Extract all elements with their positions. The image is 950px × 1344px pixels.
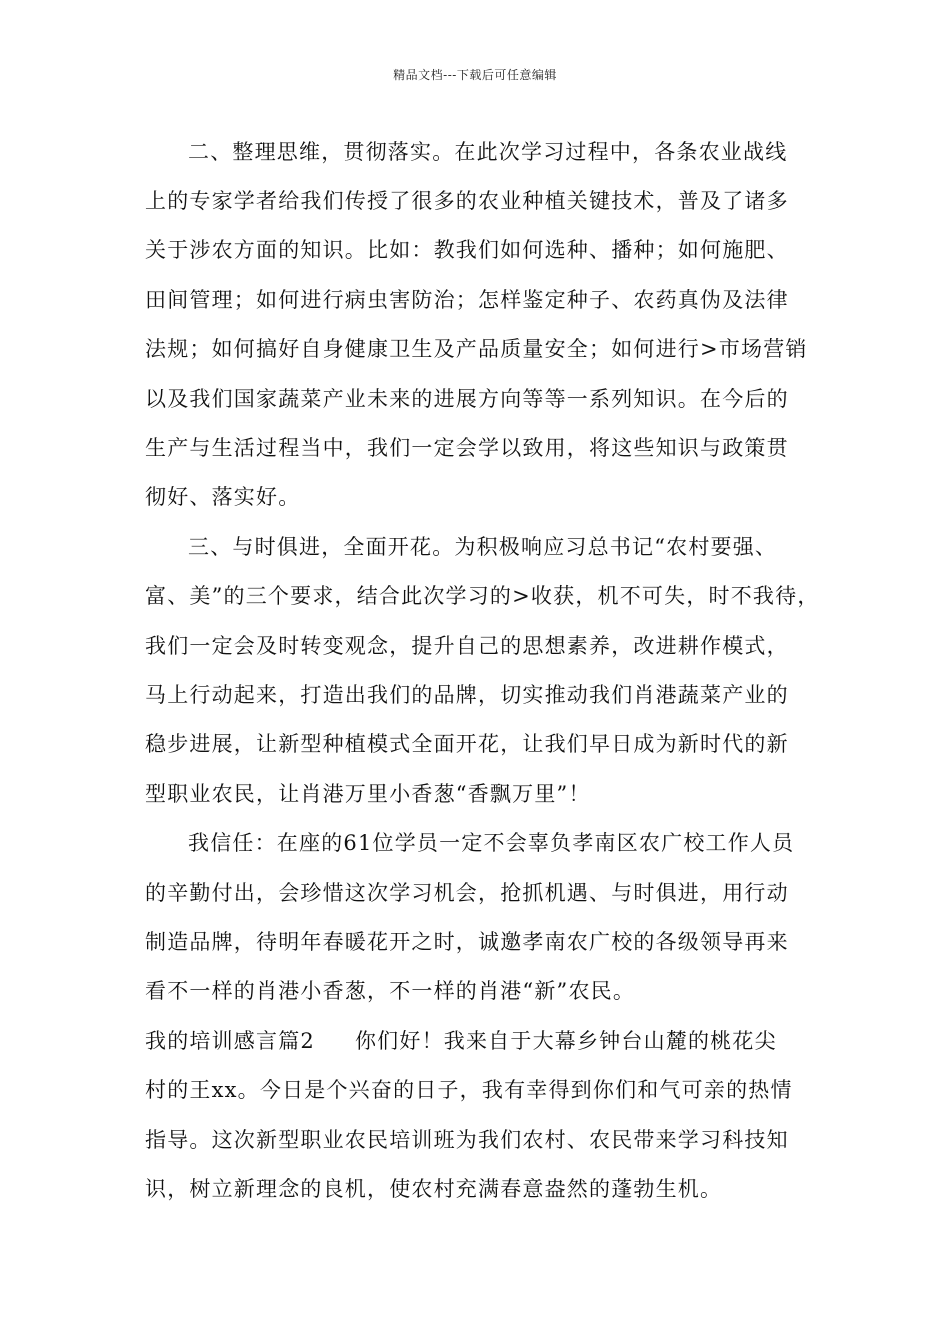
section-heading-line xyxy=(145,1029,777,1053)
paragraph-line: 富、美”的三个要求，结合此次学习的>收获，机不可失，时不我待， xyxy=(145,584,820,608)
paragraph-line: 制造品牌，待明年春暖花开之时，诚邀孝南农广校的各级领导再来 xyxy=(145,930,789,954)
paragraph-line: 识，树立新理念的良机，使农村充满春意盎然的蓬勃生机。 xyxy=(145,1177,723,1201)
paragraph-line: 二、整理思维，贯彻落实。在此次学习过程中，各条农业战线 xyxy=(188,140,788,164)
paragraph-line: 关于涉农方面的知识。比如：教我们如何选种、播种；如何施肥、 xyxy=(145,238,789,262)
paragraph-line: 看不一样的肖港小香葱，不一样的肖港“新”农民。 xyxy=(145,979,636,1003)
page-header: 精品文档---下载后可任意编辑 xyxy=(393,68,557,82)
paragraph-line: 以及我们国家蔬菜产业未来的进展方向等等一系列知识。在今后的 xyxy=(145,387,789,411)
paragraph-line: 田间管理；如何进行病虫害防治；怎样鉴定种子、农药真伪及法律 xyxy=(145,288,789,312)
paragraph-line: 我信任：在座的61位学员一定不会辜负孝南区农广校工作人员 xyxy=(188,831,795,855)
paragraph-line: 指导。这次新型职业农民培训班为我们农村、农民带来学习科技知 xyxy=(145,1128,789,1152)
paragraph-line: 型职业农民，让肖港万里小香葱“香飘万里”！ xyxy=(145,782,591,806)
section-heading: 我的培训感言篇2 xyxy=(145,1029,315,1053)
paragraph-line: 村的王xx。今日是个兴奋的日子，我有幸得到你们和气可亲的热情 xyxy=(145,1078,793,1102)
paragraph-line: 稳步进展，让新型种植模式全面开花，让我们早日成为新时代的新 xyxy=(145,732,789,756)
paragraph-line: 我们一定会及时转变观念，提升自己的思想素养，改进耕作模式， xyxy=(145,634,789,658)
paragraph-line: 马上行动起来，打造出我们的品牌，切实推动我们肖港蔬菜产业的 xyxy=(145,683,789,707)
paragraph-line: 彻好、落实好。 xyxy=(145,485,301,509)
paragraph-text: 你们好！我来自于大幕乡钟台山麓的桃花尖 xyxy=(354,1029,777,1053)
paragraph-line: 的辛勤付出，会珍惜这次学习机会，抢抓机遇、与时俱进，用行动 xyxy=(145,881,789,905)
paragraph-line: 上的专家学者给我们传授了很多的农业种植关键技术，普及了诸多 xyxy=(145,189,789,213)
paragraph-line: 法规；如何搞好自身健康卫生及产品质量安全；如何进行>市场营销 xyxy=(145,337,808,361)
paragraph-line: 生产与生活过程当中，我们一定会学以致用，将这些知识与政策贯 xyxy=(145,436,789,460)
paragraph-line: 三、与时俱进，全面开花。为积极响应习总书记“农村要强、 xyxy=(188,535,778,559)
